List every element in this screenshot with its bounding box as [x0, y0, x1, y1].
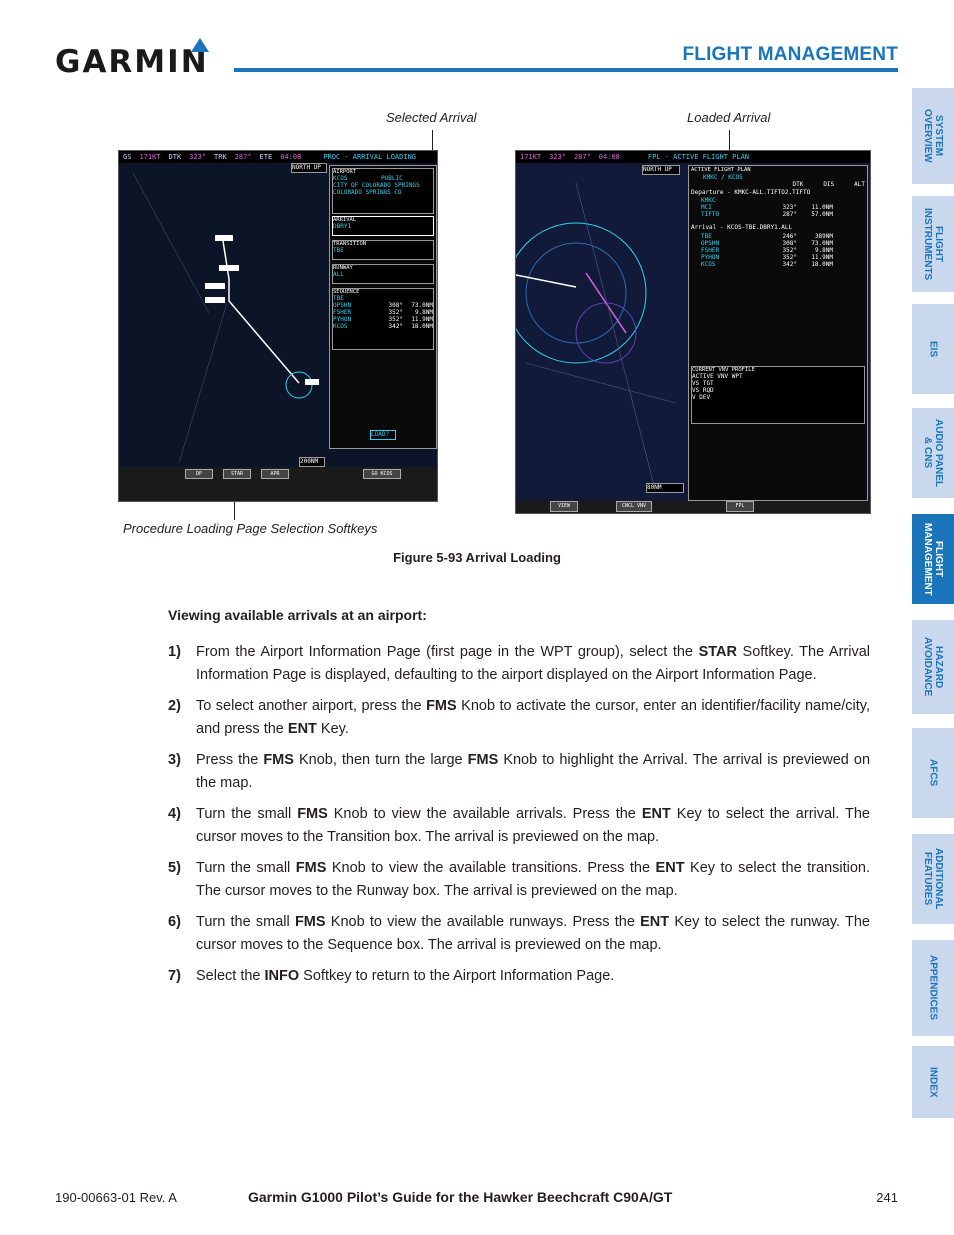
procedure-step: [168, 911, 870, 957]
step-text: Press the FMS Knob, then turn the large FMS Knob to highlight the Arrival. The arrival is previewed on the map.: [196, 752, 871, 791]
fpl-dis: 9.8NM: [814, 247, 833, 254]
dtk-label: DTK: [168, 153, 182, 161]
sequence-row: [333, 323, 433, 330]
flight-plan-map: [516, 163, 686, 499]
departure-header: Departure - KMKC-ALL.TIFTO2.TIFTO: [691, 189, 811, 196]
map-range-value: 80NM: [647, 484, 662, 491]
transition-value: TBE: [333, 247, 344, 254]
trk-value: 287°: [573, 153, 591, 161]
side-tab[interactable]: [912, 620, 954, 714]
arrival-value: DBRY1: [333, 223, 352, 230]
route-label: KMKC / KCOS: [703, 174, 743, 181]
sequence-dis: 11.9NM: [411, 316, 433, 323]
arrival-header: Arrival - KCOS-TBE.DBRY1.ALL: [691, 224, 793, 231]
map-label-fsher: [205, 283, 225, 289]
softkey-apr-label: APR: [270, 471, 280, 477]
map-range: [646, 483, 684, 493]
map-boundary-line: [133, 173, 209, 313]
fpl-wpt: KMKC: [701, 197, 716, 204]
fpl-row[interactable]: [689, 240, 867, 247]
fpl-row[interactable]: [689, 233, 867, 240]
page-title: PROC - ARRIVAL LOADING: [323, 153, 416, 161]
load-button[interactable]: [370, 430, 396, 440]
step-text: Select the INFO Softkey to return to the Airport Information Page.: [196, 968, 615, 984]
side-tab-label: AFCS: [927, 759, 939, 787]
selected-arrival-label: Selected Arrival: [386, 110, 477, 125]
sequence-dis: [403, 295, 433, 302]
dtk-value: 323°: [189, 153, 207, 161]
side-tab[interactable]: [912, 728, 954, 818]
runway-header: RUNWAY: [333, 265, 353, 271]
map-range-value: 200NM: [300, 458, 319, 465]
procedure-steps: [168, 641, 870, 996]
active-leg: [586, 273, 626, 333]
sequence-wpt: PYHON: [333, 316, 352, 323]
dtk-value: 323°: [549, 153, 566, 161]
north-up-label: NORTH UP: [292, 164, 321, 171]
vnav-row: VS TGT: [692, 380, 714, 387]
side-tab-label: FLIGHT INSTRUMENTS: [922, 207, 944, 281]
sequence-row: [333, 309, 433, 316]
procedure-step: [168, 641, 870, 687]
fpl-dtk: 352°: [782, 247, 797, 254]
fpl-row[interactable]: [689, 197, 867, 204]
procedure-subheading: Viewing available arrivals at an airport:: [168, 607, 427, 623]
side-tab-label: FLIGHT MANAGEMENT: [922, 522, 944, 596]
header-rule: [234, 68, 898, 72]
fpl-wpt: TIFTO: [701, 211, 720, 218]
ete-label: ETE: [259, 153, 273, 161]
map-road: [576, 183, 656, 493]
arrival-info-panel: [329, 165, 437, 449]
side-tab-label: SYSTEM OVERVIEW: [922, 109, 944, 163]
step-text: From the Airport Information Page (first page in the WPT group), select the STAR Softkey. The Arrival Information Page is displayed, defaulting to the airport displayed on the Airport Information Page.: [196, 644, 871, 683]
airport-box[interactable]: [332, 168, 434, 214]
vnav-row: V DEV: [692, 394, 711, 401]
softkey-apr[interactable]: [261, 469, 289, 479]
arrival-route-line: [223, 241, 299, 383]
map-range: [299, 457, 325, 467]
sequence-dtk: 308°: [388, 302, 403, 309]
softkey-view-label: VIEW: [557, 503, 571, 509]
step-text: To select another airport, press the FMS Knob to activate the cursor, enter an identifier/facility name/city, and press the ENT Key.: [196, 698, 870, 737]
arrival-box[interactable]: [332, 216, 434, 236]
sequence-dtk: [373, 295, 403, 302]
arrival-loading-screen: [118, 150, 438, 502]
side-tab[interactable]: [912, 940, 954, 1036]
fpl-dtk: 352°: [782, 254, 797, 261]
sequence-box[interactable]: [332, 288, 434, 350]
side-tab[interactable]: [912, 1046, 954, 1118]
sequence-wpt: FSHER: [333, 309, 352, 316]
procedure-step: [168, 695, 870, 741]
col-dis: DIS: [823, 181, 835, 188]
sequence-wpt: TBE: [333, 295, 344, 302]
fpl-wpt: PYHON: [701, 254, 720, 261]
step-text: Turn the small FMS Knob to view the available arrivals. Press the ENT Key to select the arrival. The cursor moves to the Transition box. The arrival is previewed on the map.: [196, 806, 870, 845]
ete-value: 04:08: [280, 153, 302, 161]
fpl-dtk: 246°: [782, 233, 797, 240]
sequence-wpt: KCOS: [333, 323, 348, 330]
fpl-dis: 11.9NM: [811, 254, 833, 261]
col-alt: ALT: [854, 181, 865, 188]
north-up-label: NORTH UP: [643, 166, 672, 173]
fpl-dtk: 287°: [782, 211, 797, 218]
fpl-row[interactable]: [689, 247, 867, 254]
arrival-header: ARRIVAL: [333, 217, 357, 223]
fpl-dtk: 308°: [782, 240, 797, 247]
step-number: 5): [168, 860, 181, 876]
go-airport-label: GO KCOS: [371, 471, 393, 477]
step-number: 6): [168, 914, 181, 930]
softkey-bar: [119, 467, 437, 501]
sequence-dis: 73.0NM: [411, 302, 433, 309]
mfd-data-bar: [516, 151, 870, 163]
page-number: 241: [876, 1190, 898, 1205]
side-tab[interactable]: [912, 88, 954, 184]
vnav-header: CURRENT VNV PROFILE: [692, 367, 755, 373]
fpl-dis: 389NM: [814, 233, 833, 240]
step-number: 1): [168, 644, 181, 660]
procedure-step: [168, 965, 870, 988]
procedure-map: [119, 163, 329, 463]
sequence-wpt: OPSHN: [333, 302, 352, 309]
brand-wordmark: GARMIN: [55, 44, 209, 80]
softkeys-label: Procedure Loading Page Selection Softkeys: [123, 521, 378, 536]
softkeys-callout: [234, 500, 235, 520]
procedure-step: [168, 803, 870, 849]
fpl-dtk: 342°: [782, 261, 797, 268]
transition-box[interactable]: [332, 240, 434, 260]
doc-number: 190-00663-01 Rev. A: [55, 1190, 177, 1205]
fpl-wpt: TBE: [701, 233, 712, 240]
side-tab[interactable]: [912, 408, 954, 498]
fpl-row[interactable]: [689, 261, 867, 268]
procedure-step: [168, 857, 870, 903]
softkey-star[interactable]: [223, 469, 251, 479]
side-tab[interactable]: [912, 304, 954, 394]
map-road: [526, 363, 676, 403]
softkey-cncl-vnv[interactable]: [616, 501, 652, 512]
map-label-pyhon: [219, 265, 239, 271]
fpl-wpt: OPSHN: [701, 240, 720, 247]
flight-plan-leg: [516, 275, 576, 287]
step-number: 3): [168, 752, 181, 768]
airport-city: CITY OF COLORADO SPRINGS: [333, 182, 420, 189]
airport-header: AIRPORT: [333, 169, 357, 175]
softkey-view[interactable]: [550, 501, 578, 512]
fpl-dis: 73.0NM: [811, 240, 833, 247]
sequence-header: SEQUENCE: [333, 289, 360, 295]
softkey-dp-label: DP: [195, 471, 203, 477]
procedure-step: [168, 749, 870, 795]
north-up-box: [642, 165, 680, 175]
vnav-row: VS RQD: [692, 387, 714, 394]
vnav-row: ACTIVE VNV WPT: [692, 373, 743, 380]
fpl-label: FPL: [735, 503, 745, 509]
section-title: FLIGHT MANAGEMENT: [682, 44, 898, 65]
trk-label: TRK: [214, 153, 227, 161]
fpl-wpt: FSHER: [701, 247, 720, 254]
gs-label: GS: [123, 153, 132, 161]
fpl-dtk: 323°: [782, 204, 797, 211]
side-tab-label: ADDITIONAL FEATURES: [922, 848, 944, 910]
active-fpl-header: ACTIVE FLIGHT PLAN: [691, 167, 751, 173]
fpl-indicator: [726, 501, 754, 512]
side-tab[interactable]: [912, 196, 954, 292]
fpl-row[interactable]: [689, 211, 867, 218]
step-text: Turn the small FMS Knob to view the available transitions. Press the ENT Key to select the transition. The cursor moves to the Runway box. The arrival is previewed on the map.: [196, 860, 871, 899]
col-dtk: DTK: [792, 181, 804, 188]
map-label-kcos: [215, 235, 233, 241]
runway-value: ALL: [333, 271, 344, 278]
map-boundary-line: [179, 303, 227, 463]
side-tab-label: APPENDICES: [927, 955, 939, 1021]
transition-header: TRANSITION: [333, 241, 367, 247]
sequence-dis: 9.8NM: [414, 309, 433, 316]
fpl-dtk: [761, 197, 797, 204]
gs-value: 171KT: [139, 153, 161, 161]
side-tab-label: AUDIO PANEL & CNS: [922, 418, 944, 488]
sequence-row: [333, 302, 433, 309]
fpl-dis: 57.0NM: [811, 211, 833, 218]
figure-caption: Figure 5-93 Arrival Loading: [393, 550, 561, 565]
flight-plan-panel: [688, 165, 868, 501]
column-headers: [689, 181, 867, 188]
softkey-star-label: STAR: [230, 471, 244, 477]
map-label-opshn: [205, 297, 225, 303]
gs-value: 171KT: [520, 153, 542, 161]
side-tab-label: HAZARD AVOIDANCE: [922, 637, 944, 697]
airport-name: COLORADO SPRINGS CO: [333, 189, 402, 196]
airport-id: KCOS: [333, 175, 348, 182]
fpl-wpt: KCOS: [701, 261, 716, 268]
doc-title: Garmin G1000 Pilot’s Guide for the Hawker Beechcraft C90A/GT: [248, 1189, 673, 1205]
sequence-row: [333, 316, 433, 323]
fpl-dis: 18.0NM: [811, 261, 833, 268]
side-tab-label: INDEX: [927, 1066, 939, 1098]
fpl-row[interactable]: [689, 204, 867, 211]
side-tab[interactable]: [912, 834, 954, 924]
ete-value: 04:08: [598, 153, 620, 161]
softkey-dp[interactable]: [185, 469, 213, 479]
airport-type: PUBLIC: [381, 175, 403, 182]
softkey-bar: [516, 501, 870, 513]
fpl-dis: [797, 197, 833, 204]
page-title: FPL - ACTIVE FLIGHT PLAN: [647, 153, 750, 161]
logo-triangle-icon: [191, 38, 209, 52]
side-tab-label: EIS: [927, 340, 939, 358]
sequence-dtk: 342°: [388, 323, 403, 330]
fpl-dis: 11.0NM: [811, 204, 833, 211]
step-text: Turn the small FMS Knob to view the available runways. Press the ENT Key to select the runway. The cursor moves to the Sequence box. The arrival is previewed on the map.: [196, 914, 870, 953]
step-number: 4): [168, 806, 181, 822]
trk-value: 287°: [234, 153, 252, 161]
load-button-label: LOAD?: [371, 431, 390, 438]
runway-box[interactable]: [332, 264, 434, 284]
vnav-profile-box: [691, 366, 865, 424]
sequence-dtk: 352°: [388, 309, 403, 316]
step-number: 2): [168, 698, 181, 714]
fpl-wpt: MCI: [701, 204, 712, 211]
garmin-logo: [55, 38, 220, 78]
sequence-dis: 18.0NM: [411, 323, 433, 330]
sequence-dtk: 352°: [388, 316, 403, 323]
north-up-box: [291, 163, 327, 173]
active-flight-plan-screen: [515, 150, 871, 514]
loaded-arrival-label: Loaded Arrival: [687, 110, 771, 125]
mfd-data-bar: [119, 151, 437, 163]
go-airport-field[interactable]: [363, 469, 401, 479]
fpl-row[interactable]: [689, 254, 867, 261]
step-number: 7): [168, 968, 181, 984]
map-label-tbe: [305, 379, 319, 385]
sequence-row: [333, 295, 433, 302]
softkey-cncl-vnv-label: CNCL VNV: [621, 503, 647, 509]
